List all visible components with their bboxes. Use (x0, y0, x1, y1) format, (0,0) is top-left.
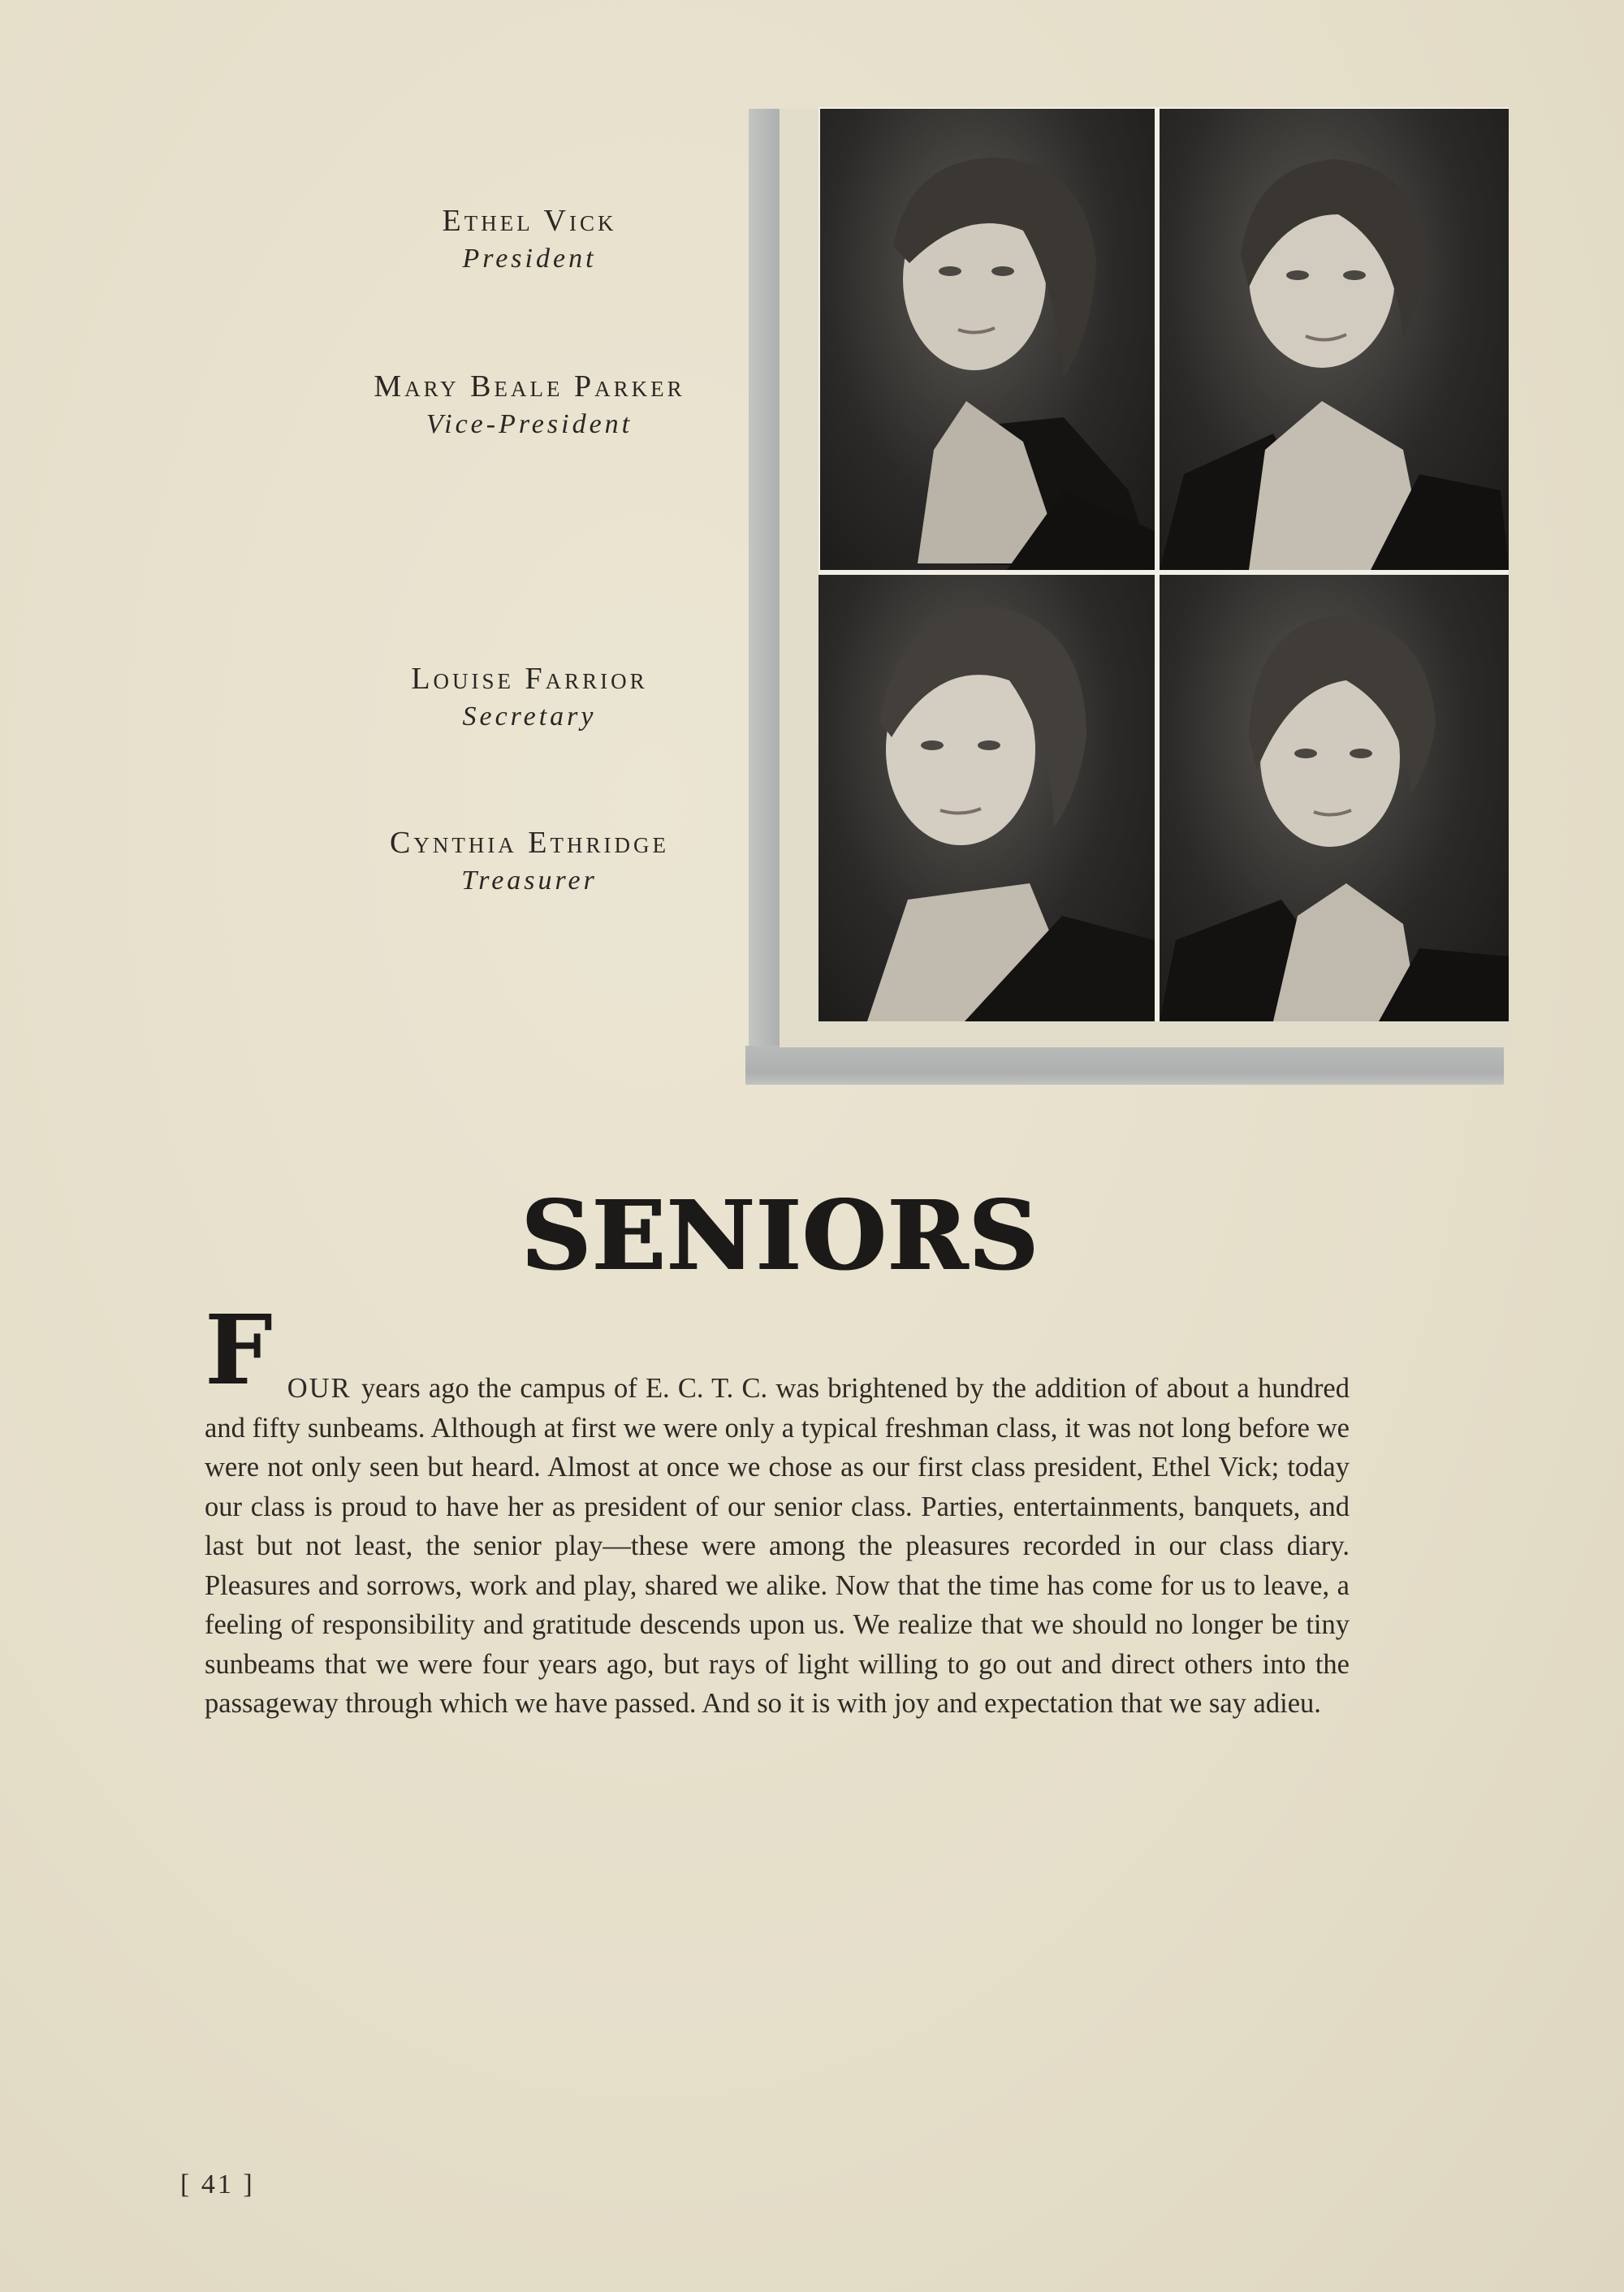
first-word: OUR (287, 1373, 361, 1404)
officer-caption-president (286, 203, 773, 274)
portrait-photo-secretary (818, 575, 1155, 1021)
portrait-illustration (1160, 575, 1509, 1021)
portrait-illustration (820, 109, 1155, 570)
article-text: years ago the campus of E. C. T. C. was brightened by the addition of about a hundred and fifty sunbeams. Although at first we were only a typical freshman class, it was not long before we were not only seen but heard. Almost at once we chose as our first class president, Ethel Vick; today our class is proud to have her as president of our senior class. Parties, entertainments, banquets, and last but not least, the senior play—these were among the pleasures recorded in our class diary. Pleasures and sorrows, work and play, shared we alike. Now that the time has come for us to leave, a feeling of responsibility and gratitude descends upon us. We realize that we should no longer be tiny sunbeams that we were four years ago, but rays of light willing to go out and direct others into the passageway through which we have passed. And so it is with joy and expectation that we say adieu. (205, 1373, 1350, 1719)
article-body (205, 1293, 1350, 1724)
photo-frame-border-bottom (745, 1046, 1504, 1085)
officer-photo-grid (818, 107, 1509, 1021)
officer-title: Vice-President (425, 409, 633, 439)
portrait-photo-president (820, 109, 1155, 570)
officer-title: Treasurer (461, 865, 598, 896)
page-heading: SENIORS (520, 1179, 1039, 1292)
portrait-illustration (818, 575, 1155, 1021)
officer-name: Louise Farrior (411, 662, 648, 696)
drop-cap: F (205, 1293, 273, 1406)
officer-title: Secretary (462, 701, 597, 732)
officer-name: Cynthia Ethridge (389, 826, 670, 860)
drop-cap-spacer (205, 1310, 1350, 1369)
officer-title: President (462, 244, 597, 274)
portrait-illustration (1160, 109, 1509, 570)
officer-name: Mary Beale Parker (374, 369, 685, 404)
officer-caption-vice-president (286, 369, 773, 440)
page-number: [ 41 ] (180, 2169, 255, 2199)
officer-caption-secretary (286, 661, 773, 732)
portrait-photo-treasurer (1160, 575, 1509, 1021)
officer-name: Ethel Vick (442, 204, 617, 238)
officer-caption-treasurer (286, 825, 773, 896)
portrait-photo-vice-president (1160, 109, 1509, 570)
